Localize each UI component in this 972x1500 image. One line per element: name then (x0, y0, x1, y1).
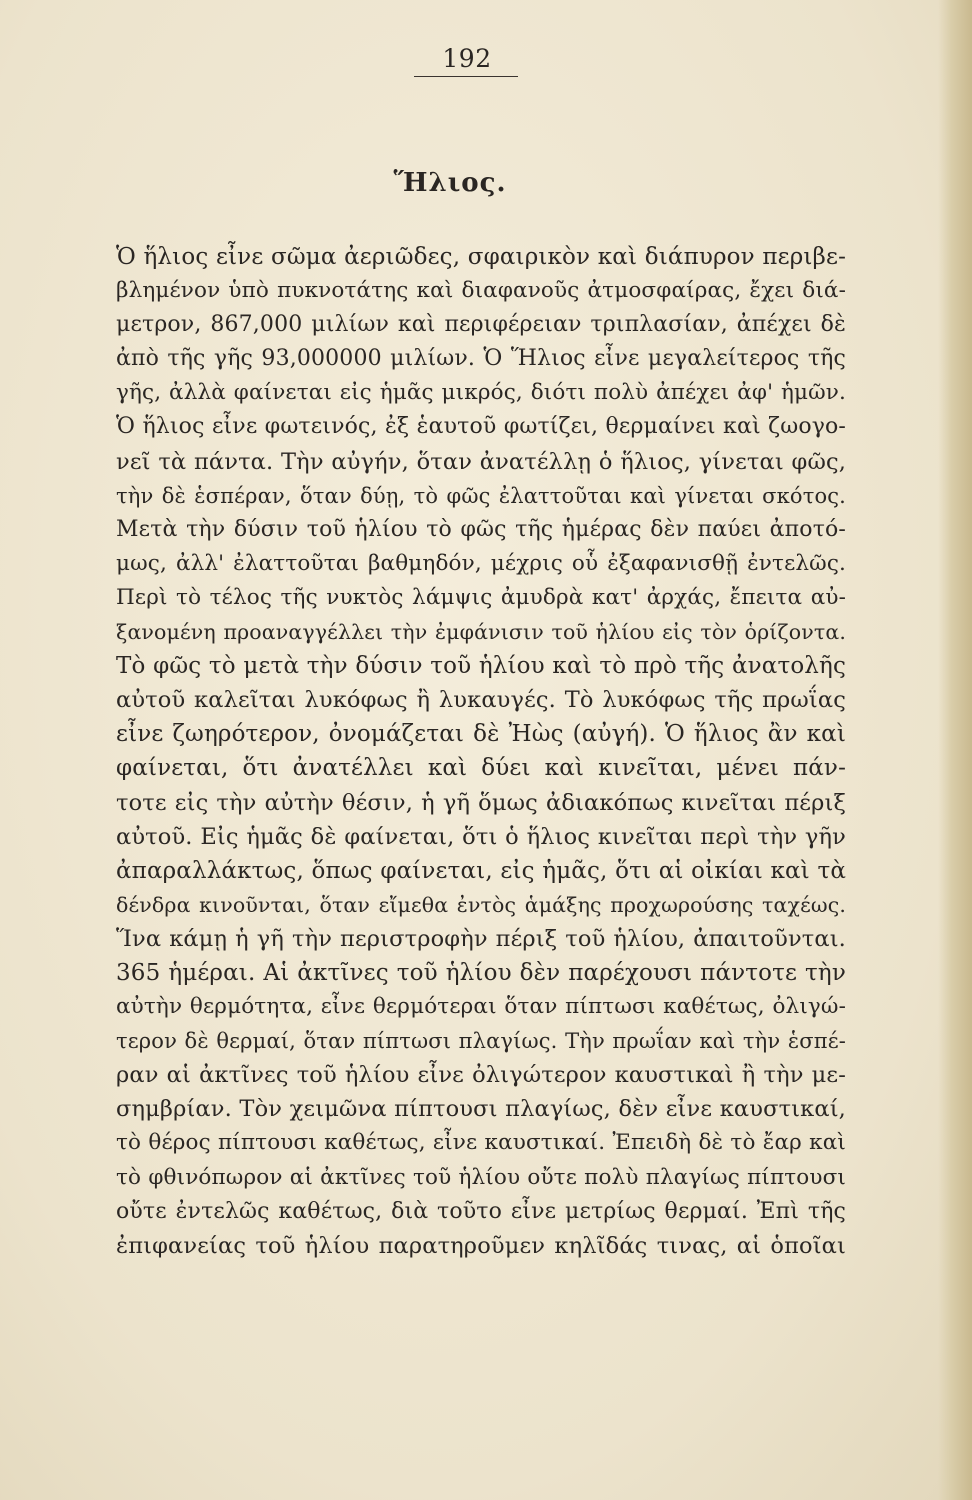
text-line: Ὁ ἥλιος εἶνε φωτεινός, ἐξ ἑαυτοῦ φωτίζει, θερμαίνει καὶ ζωογο- (116, 414, 846, 440)
text-line: σημβρίαν. Τὸν χειμῶνα πίπτουσι πλαγίως, δὲν εἶνε καυστικαί, (116, 1096, 846, 1123)
text-line: Μετὰ τὴν δύσιν τοῦ ἡλίου τὸ φῶς τῆς ἡμέρας δὲν παύει ἀποτό- (116, 516, 846, 542)
text-line: ἀπὸ τῆς γῆς 93,000000 μιλίων. Ὁ Ἥλιος εἶνε μεγαλείτερος τῆς (116, 346, 846, 372)
text-line: ἐπιφανείας τοῦ ἡλίου παρατηροῦμεν κηλῖδάς τινας, αἱ ὁποῖαι (116, 1232, 846, 1259)
text-line: δένδρα κινοῦνται, ὅταν εἴμεθα ἐντὸς ἁμάξης προχωρούσης ταχέως. (116, 892, 846, 917)
text-line: τὸ θέρος πίπτουσι καθέτως, εἶνε καυστικαί. Ἐπειδὴ δὲ τὸ ἔαρ καὶ (116, 1130, 846, 1156)
text-line: Ὁ ἥλιος εἶνε σῶμα ἀεριῶδες, σφαιρικὸν καὶ διάπυρον περιβε- (116, 244, 846, 270)
text-line: ραν αἱ ἀκτῖνες τοῦ ἡλίου εἶνε ὀλιγώτερον καυστικαὶ ἢ τὴν με- (116, 1062, 846, 1089)
text-line: ἀπαραλλάκτως, ὅπως φαίνεται, εἰς ἡμᾶς, ὅτι αἱ οἰκίαι καὶ τὰ (116, 857, 846, 884)
text-line: τὴν δὲ ἑσπέραν, ὅταν δύῃ, τὸ φῶς ἐλαττοῦται καὶ γίνεται σκότος. (116, 483, 846, 508)
text-line: αὐτοῦ. Εἰς ἡμᾶς δὲ φαίνεται, ὅτι ὁ ἥλιος κινεῖται περὶ τὴν γῆν (116, 823, 846, 850)
text-line: φαίνεται, ὅτι ἀνατέλλει καὶ δύει καὶ κινεῖται, μένει πάν- (116, 755, 846, 782)
section-title: Ἥλιος. (393, 168, 507, 198)
text-line: γῆς, ἀλλὰ φαίνεται εἰς ἡμᾶς μικρός, διότι πολὺ ἀπέχει ἀφ' ἡμῶν. (116, 380, 846, 406)
text-line: 365 ἡμέραι. Αἱ ἀκτῖνες τοῦ ἡλίου δὲν παρέχουσι πάντοτε τὴν (116, 959, 846, 986)
text-line: ξανομένη προαναγγέλλει τὴν ἐμφάνισιν τοῦ ἡλίου εἰς τὸν ὁρίζοντα. (116, 620, 846, 645)
text-line: νεῖ τὰ πάντα. Τὴν αὐγήν, ὅταν ἀνατέλλῃ ὁ ἥλιος, γίνεται φῶς, (116, 448, 846, 475)
text-line: μετρον, 867,000 μιλίων καὶ περιφέρειαν τριπλασίαν, ἀπέχει δὲ (116, 312, 846, 338)
text-line: βλημένον ὑπὸ πυκνοτάτης καὶ διαφανοῦς ἀτμοσφαίρας, ἔχει διά- (116, 278, 846, 304)
page-number-underline (414, 76, 518, 77)
text-line: αὐτὴν θερμότητα, εἶνε θερμότεραι ὅταν πίπτωσι καθέτως, ὀλιγώ- (116, 994, 846, 1020)
text-line: τερον δὲ θερμαί, ὅταν πίπτωσι πλαγίως. Τὴν πρωΐαν καὶ τὴν ἑσπέ- (116, 1029, 846, 1054)
text-line: Τὸ φῶς τὸ μετὰ τὴν δύσιν τοῦ ἡλίου καὶ τὸ πρὸ τῆς ἀνατολῆς (116, 653, 846, 680)
text-line: τὸ φθινόπωρον αἱ ἀκτῖνες τοῦ ἡλίου οὔτε πολὺ πλαγίως πίπτουσι (116, 1164, 846, 1190)
text-line: Ἵνα κάμῃ ἡ γῆ τὴν περιστροφὴν πέριξ τοῦ ἡλίου, ἀπαιτοῦνται. (116, 925, 846, 952)
page-number: 192 (442, 44, 492, 73)
page-edge-shadow (938, 0, 972, 1500)
body-paragraph (116, 240, 846, 1263)
text-line: αὐτοῦ καλεῖται λυκόφως ἢ λυκαυγές. Τὸ λυκόφως τῆς πρωΐας (116, 687, 846, 714)
text-line: Περὶ τὸ τέλος τῆς νυκτὸς λάμψις ἀμυδρὰ κατ' ἀρχάς, ἔπειτα αὐ- (116, 584, 846, 610)
text-line: μως, ἀλλ' ἐλαττοῦται βαθμηδόν, μέχρις οὗ ἐξαφανισθῇ ἐντελῶς. (116, 550, 846, 576)
text-line: οὔτε ἐντελῶς καθέτως, διὰ τοῦτο εἶνε μετρίως θερμαί. Ἐπὶ τῆς (116, 1198, 846, 1224)
text-line: τοτε εἰς τὴν αὐτὴν θέσιν, ἡ γῆ ὅμως ἀδιακόπως κινεῖται πέριξ (116, 789, 846, 816)
text-line: εἶνε ζωηρότερον, ὀνομάζεται δὲ Ἠὼς (αὐγή). Ὁ ἥλιος ἂν καὶ (116, 721, 846, 748)
